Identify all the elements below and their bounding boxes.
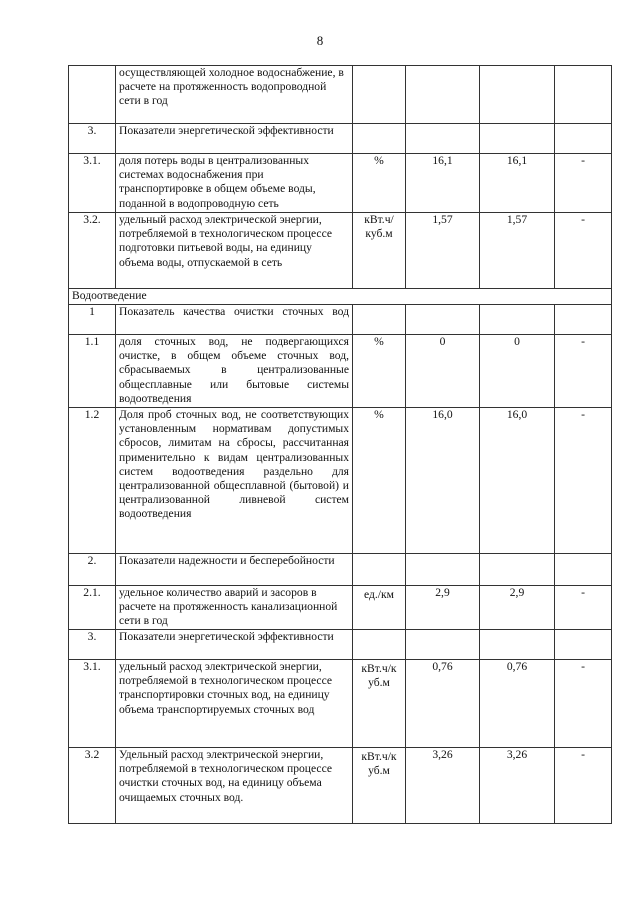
row-number: 3.1. xyxy=(69,660,116,748)
row-number: 1 xyxy=(69,305,116,335)
value-cell: 16,1 xyxy=(480,154,555,213)
indicator-description: удельное количество аварий и засоров в расчете на протяженность канализационной сети в год xyxy=(116,586,353,630)
table-row xyxy=(69,554,612,586)
value-cell: 0 xyxy=(480,335,555,408)
indicator-description: Показатели энергетической эффективности xyxy=(116,630,353,660)
table-row xyxy=(69,154,612,213)
unit-cell: кВт.ч/к уб.м xyxy=(353,748,406,824)
unit-cell xyxy=(353,124,406,154)
value-cell xyxy=(555,124,612,154)
value-cell: 0 xyxy=(406,335,480,408)
value-cell: 2,9 xyxy=(480,586,555,630)
value-cell xyxy=(480,305,555,335)
value-cell: 0,76 xyxy=(480,660,555,748)
value-cell: 1,57 xyxy=(480,213,555,289)
value-cell: 16,1 xyxy=(406,154,480,213)
value-cell: - xyxy=(555,748,612,824)
unit-cell xyxy=(353,66,406,124)
table-row xyxy=(69,66,612,124)
value-cell xyxy=(480,66,555,124)
value-cell xyxy=(555,554,612,586)
value-cell: - xyxy=(555,660,612,748)
indicator-description: удельный расход электрической энергии, потребляемой в технологическом процессе подготовки питьевой воды, на единицу объема воды, отпускаемой в сеть xyxy=(116,213,353,289)
table-row xyxy=(69,213,612,289)
value-cell xyxy=(406,66,480,124)
unit-cell xyxy=(353,630,406,660)
indicator-description: осуществляющей холодное водоснабжение, в расчете на протяженность водопроводной сети в год xyxy=(116,66,353,124)
value-cell: 0,76 xyxy=(406,660,480,748)
value-cell: - xyxy=(555,154,612,213)
row-number: 2. xyxy=(69,554,116,586)
unit-cell: кВт.ч/ куб.м xyxy=(353,213,406,289)
row-number: 3. xyxy=(69,630,116,660)
row-number: 1.1 xyxy=(69,335,116,408)
value-cell xyxy=(480,630,555,660)
value-cell: - xyxy=(555,408,612,554)
table-row xyxy=(69,305,612,335)
unit-cell: кВт.ч/к уб.м xyxy=(353,660,406,748)
indicator-description: Показатели надежности и бесперебойности xyxy=(116,554,353,586)
table-row xyxy=(69,630,612,660)
indicator-description: Показатели энергетической эффективности xyxy=(116,124,353,154)
table-row xyxy=(69,408,612,554)
unit-cell xyxy=(353,305,406,335)
unit-cell: % xyxy=(353,335,406,408)
row-number: 3. xyxy=(69,124,116,154)
value-cell: 16,0 xyxy=(480,408,555,554)
section-title: Водоотведение xyxy=(69,289,612,305)
value-cell: 2,9 xyxy=(406,586,480,630)
value-cell: 1,57 xyxy=(406,213,480,289)
row-number: 1.2 xyxy=(69,408,116,554)
value-cell: - xyxy=(555,335,612,408)
table-row xyxy=(69,124,612,154)
value-cell: - xyxy=(555,213,612,289)
value-cell xyxy=(406,554,480,586)
value-cell: - xyxy=(555,586,612,630)
value-cell xyxy=(406,630,480,660)
value-cell: 3,26 xyxy=(406,748,480,824)
indicator-description: доля сточных вод, не подвергающихся очистке, в общем объеме сточных вод, сбрасываемых в централизованные общесплавные или бытовые системы водоотведения xyxy=(116,335,353,408)
table-row xyxy=(69,748,612,824)
unit-cell: % xyxy=(353,408,406,554)
row-number: 3.2 xyxy=(69,748,116,824)
value-cell xyxy=(406,305,480,335)
indicator-description: Удельный расход электрической энергии, потребляемой в технологическом процессе очистки сточных вод, на единицу объема очищаемых сточных вод. xyxy=(116,748,353,824)
value-cell xyxy=(406,124,480,154)
table-row xyxy=(69,335,612,408)
value-cell: 16,0 xyxy=(406,408,480,554)
indicators-table xyxy=(68,65,612,824)
indicator-description: доля потерь воды в централизованных системах водоснабжения при транспортировке в общем объеме воды, поданной в водопроводную сеть xyxy=(116,154,353,213)
row-number: 3.2. xyxy=(69,213,116,289)
page-number: 8 xyxy=(316,33,324,48)
value-cell xyxy=(555,630,612,660)
unit-cell: % xyxy=(353,154,406,213)
unit-cell: ед./км xyxy=(353,586,406,630)
value-cell xyxy=(555,66,612,124)
section-row xyxy=(69,289,612,305)
table-row xyxy=(69,660,612,748)
indicator-description: Доля проб сточных вод, не соответствующих установленным нормативам допустимых сбросов, лимитам на сбросы, рассчитанная применительно к видам централизованных систем водоотведения раздельно для централизованной общесплавной (бытовой) и централизованной ливневой систем водоотведения xyxy=(116,408,353,554)
indicator-description: удельный расход электрической энергии, потребляемой в технологическом процессе транспортировки сточных вод, на единицу объема транспортируемых сточных вод xyxy=(116,660,353,748)
value-cell xyxy=(480,124,555,154)
table-row xyxy=(69,586,612,630)
row-number xyxy=(69,66,116,124)
unit-cell xyxy=(353,554,406,586)
value-cell: 3,26 xyxy=(480,748,555,824)
value-cell xyxy=(555,305,612,335)
row-number: 3.1. xyxy=(69,154,116,213)
value-cell xyxy=(480,554,555,586)
row-number: 2.1. xyxy=(69,586,116,630)
indicator-description: Показатель качества очистки сточных вод xyxy=(116,305,353,335)
